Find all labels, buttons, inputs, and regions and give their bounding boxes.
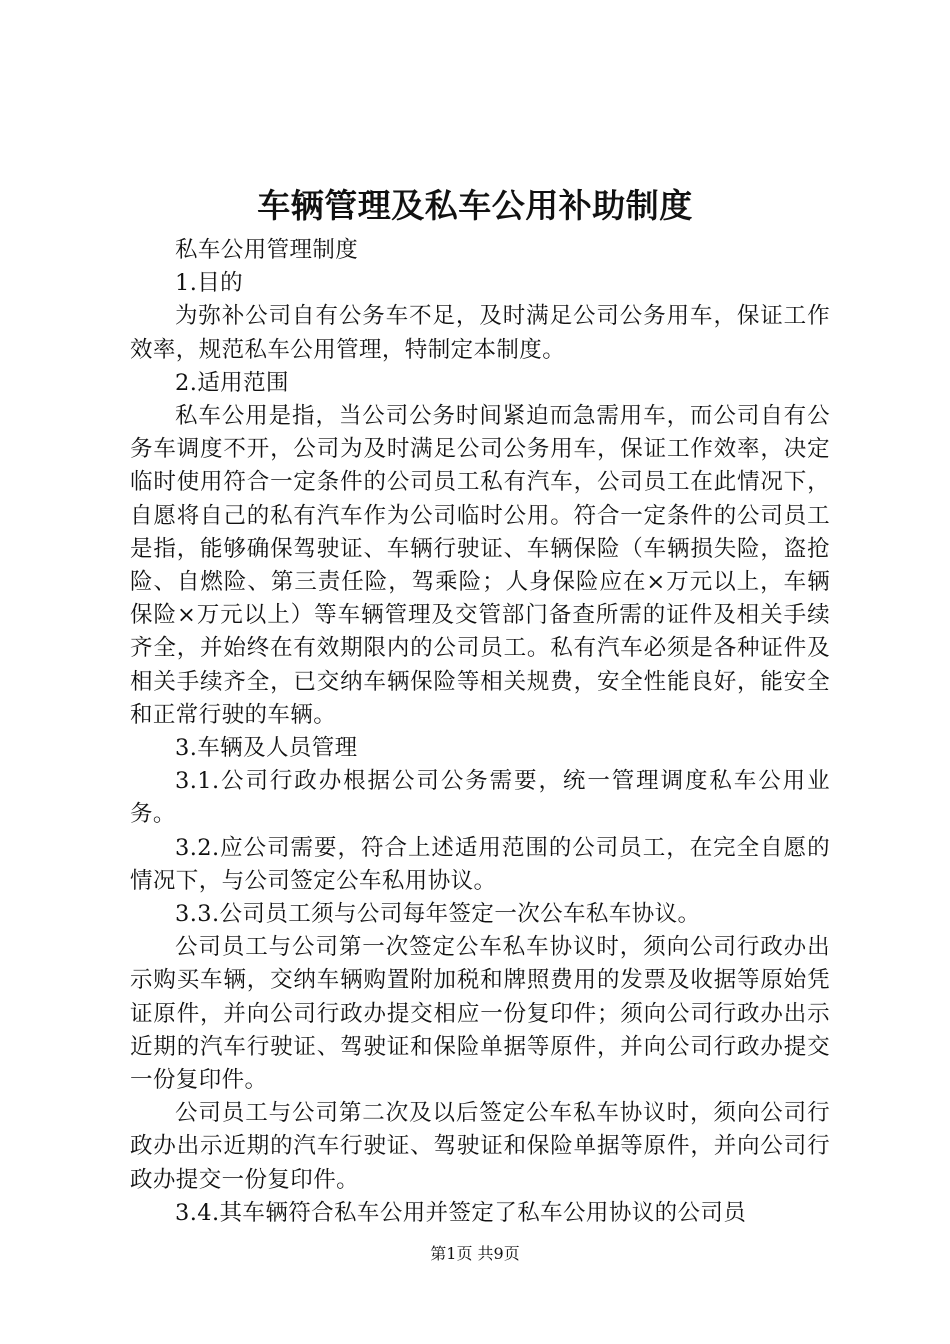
paragraph: 3.4.其车辆符合私车公用并签定了私车公用协议的公司员 (175, 1199, 747, 1226)
paragraph: 私车公用管理制度 (175, 237, 359, 263)
paragraph: 2.适用范围 (175, 369, 289, 396)
document-title: 车辆管理及私车公用补助制度 (257, 186, 693, 225)
paragraph: 公司员工与公司第二次及以后签定公车私车协议时，须向公司行政办出示近期的汽车行驶证、驾驶证和保险单据等原件，并向公司行政办提交一份复印件。 (130, 1100, 830, 1193)
paragraph: 3.3.公司员工须与公司每年签定一次公车私车协议。 (175, 901, 701, 928)
paragraph: 为弥补公司自有公务车不足，及时满足公司公务用车，保证工作效率，规范私车公用管理，特制定本制度。 (130, 303, 830, 363)
paragraph: 公司员工与公司第一次签定公车私车协议时，须向公司行政办出示购买车辆，交纳车辆购置附加税和牌照费用的发票及收据等原始凭证原件，并向公司行政办提交相应一份复印件；须向公司行政办出示近期的汽车行驶证、驾驶证和保险单据等原件，并向公司行政办提交一份复印件。 (130, 934, 830, 1094)
paragraph: 3.2.应公司需要，符合上述适用范围的公司员工，在完全自愿的情况下，与公司签定公车私用协议。 (130, 834, 830, 894)
paragraph: 私车公用是指，当公司公务时间紧迫而急需用车，而公司自有公务车调度不开，公司为及时满足公司公务用车，保证工作效率，决定临时使用符合一定条件的公司员工私有汽车，公司员工在此情况下，自愿将自己的私有汽车作为公司临时公用。符合一定条件的公司员工是指，能够确保驾驶证、车辆行驶证、车辆保险（车辆损失险，盗抢险、自燃险、第三责任险，驾乘险；人身保险应在×万元以上，车辆保险×万元以上）等车辆管理及交管部门备查所需的证件及相关手续齐全，并始终在有效期限内的公司员工。私有汽车必须是各种证件及相关手续齐全，已交纳车辆保险等相关规费，安全性能良好，能安全和正常行驶的车辆。 (130, 403, 830, 728)
document-body (130, 234, 830, 1230)
paragraph: 3.车辆及人员管理 (175, 735, 358, 762)
page-footer: 第1页 共9页 (430, 1244, 520, 1263)
paragraph: 3.1.公司行政办根据公司公务需要，统一管理调度私车公用业务。 (130, 768, 830, 828)
paragraph: 1.目的 (175, 270, 244, 297)
